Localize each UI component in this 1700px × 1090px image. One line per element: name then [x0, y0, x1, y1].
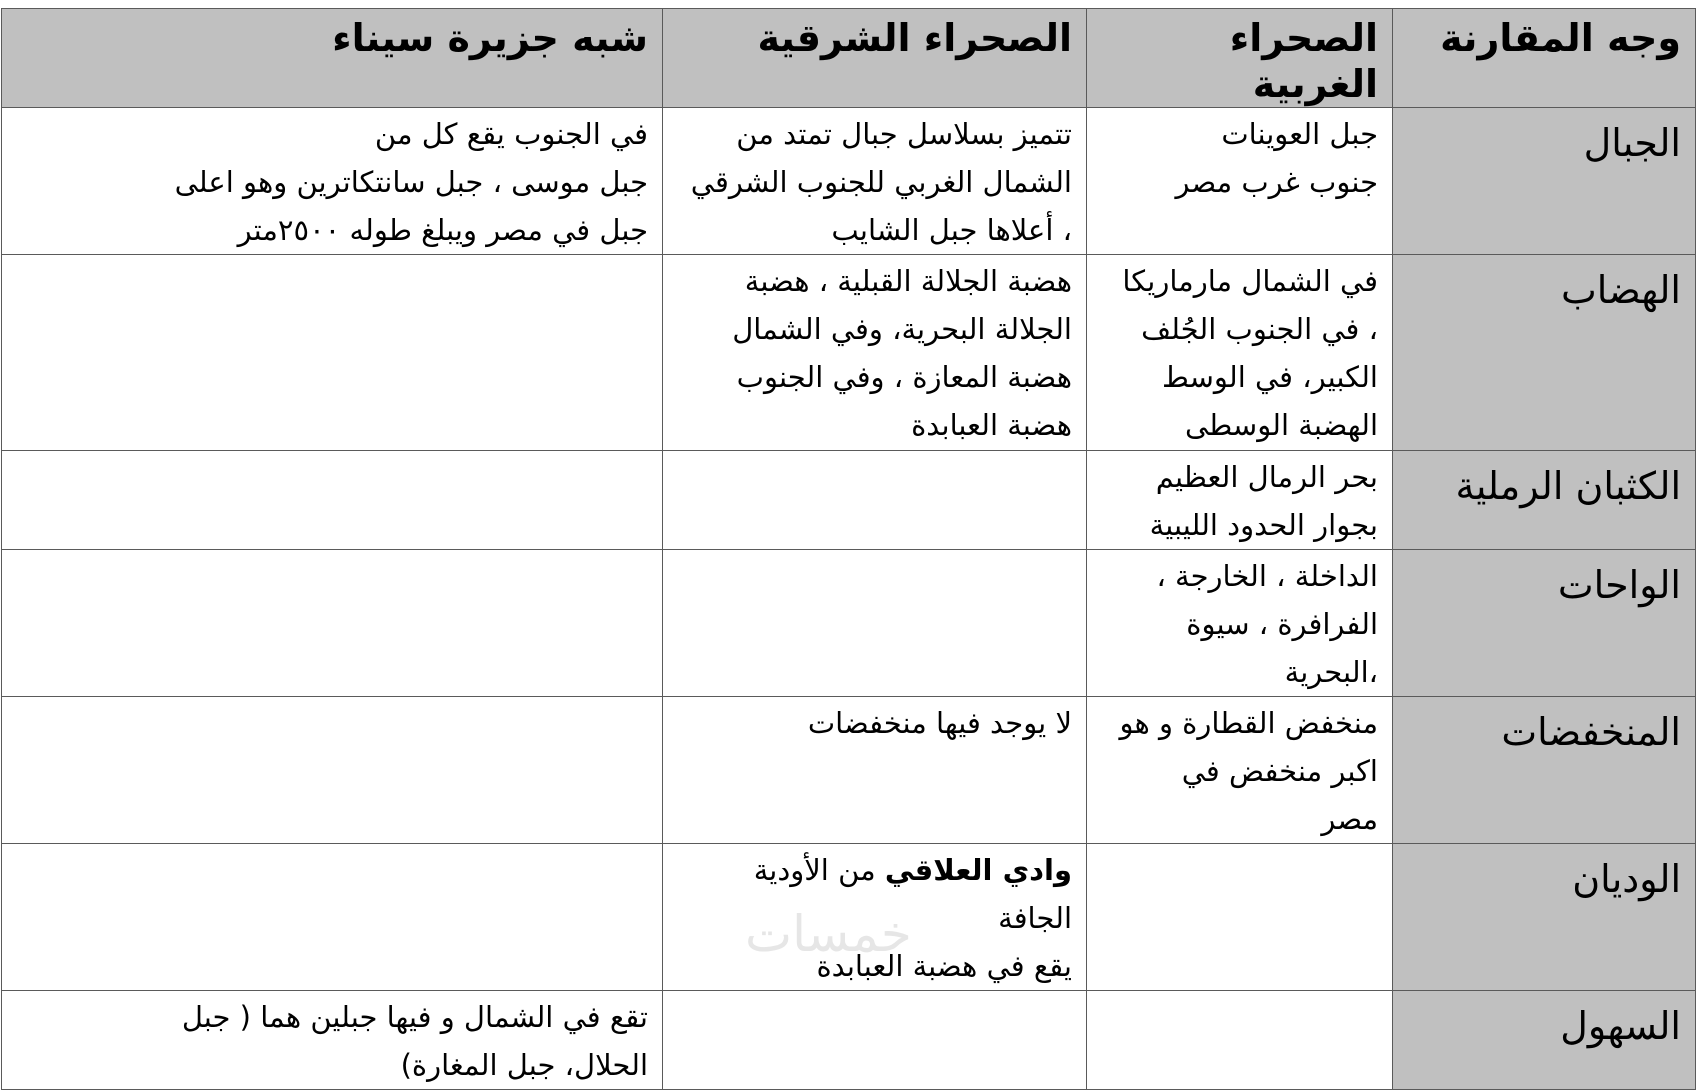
cell-sinai-valleys: [2, 844, 663, 991]
row-aspect-plateaus: الهضاب: [1393, 255, 1696, 451]
cell-eastern-oases: [663, 550, 1087, 697]
cell-sinai-mountains: في الجنوب يقع كل من جبل موسى ، جبل سانتكاترين وهو اعلى جبل في مصر ويبلغ طوله ٢٥٠٠متر: [2, 108, 663, 255]
cell-sinai-plateaus: [2, 255, 663, 451]
table-row: [2, 697, 1696, 844]
table-row: [2, 108, 1696, 255]
valley-name: وادي العلاقي: [884, 853, 1072, 887]
cell-eastern-mountains: تتميز بسلاسل جبال تمتد من الشمال الغربي للجنوب الشرقي ، أعلاها جبل الشايب: [663, 108, 1087, 255]
row-aspect-depressions: المنخفضات: [1393, 697, 1696, 844]
row-aspect-sand-dunes: الكثبان الرملية: [1393, 451, 1696, 550]
comparison-table-wrapper: [2, 8, 1696, 1090]
cell-eastern-plateaus: هضبة الجلالة القبلية ، هضبة الجلالة البحرية، وفي الشمال هضبة المعازة ، وفي الجنوب هضبة العبابدة: [663, 255, 1087, 451]
cell-western-plains: [1087, 991, 1393, 1090]
cell-sinai-oases: [2, 550, 663, 697]
cell-eastern-plains: [663, 991, 1087, 1090]
header-sinai: شبه جزيرة سيناء: [2, 9, 663, 108]
cell-eastern-depressions: لا يوجد فيها منخفضات: [663, 697, 1087, 844]
cell-sinai-plains: تقع في الشمال و فيها جبلين هما ( جبل الحلال، جبل المغارة): [2, 991, 663, 1090]
table-row: [2, 844, 1696, 991]
watermark-logo: خمسات: [745, 905, 912, 963]
cell-western-mountains: جبل العوينات جنوب غرب مصر: [1087, 108, 1393, 255]
cell-eastern-sand-dunes: [663, 451, 1087, 550]
table-row: [2, 451, 1696, 550]
table-row: [2, 255, 1696, 451]
header-aspect: وجه المقارنة: [1393, 9, 1696, 108]
cell-eastern-valleys: [663, 844, 1087, 991]
header-western-desert: الصحراء الغربية: [1087, 9, 1393, 108]
cell-western-sand-dunes: بحر الرمال العظيم بجوار الحدود الليبية: [1087, 451, 1393, 550]
cell-western-oases: الداخلة ، الخارجة ، الفرافرة ، سيوة ،البحرية: [1087, 550, 1393, 697]
cell-sinai-depressions: [2, 697, 663, 844]
table-row: [2, 550, 1696, 697]
table-header-row: [2, 9, 1696, 108]
row-aspect-oases: الواحات: [1393, 550, 1696, 697]
comparison-table: [1, 8, 1696, 1090]
row-aspect-mountains: الجبال: [1393, 108, 1696, 255]
table-row: [2, 991, 1696, 1090]
header-eastern-desert: الصحراء الشرقية: [663, 9, 1087, 108]
row-aspect-valleys: الوديان: [1393, 844, 1696, 991]
cell-western-valleys: [1087, 844, 1393, 991]
row-aspect-plains: السهول: [1393, 991, 1696, 1090]
cell-western-depressions: منخفض القطارة و هو اكبر منخفض في مصر: [1087, 697, 1393, 844]
cell-western-plateaus: في الشمال مارماريكا ، في الجنوب الجُلف الكبير، في الوسط الهضبة الوسطى: [1087, 255, 1393, 451]
cell-sinai-sand-dunes: [2, 451, 663, 550]
valley-description: من الأودية الجافة يقع في هضبة العبابدة: [753, 853, 1072, 983]
